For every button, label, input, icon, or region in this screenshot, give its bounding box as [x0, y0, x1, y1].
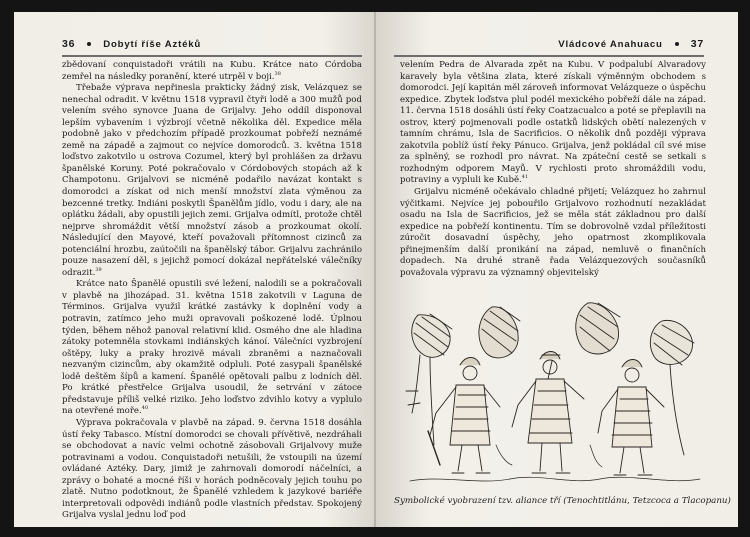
left-page-number: 36	[62, 38, 76, 50]
center-right-plume	[576, 303, 620, 354]
right-page	[376, 12, 738, 527]
right-page-header	[404, 36, 704, 52]
header-bullet-icon	[675, 42, 679, 46]
left-header-rule	[62, 55, 362, 57]
illustration-caption: Symbolické vyobrazení tzv. aliance tří (Tenochtitlánu, Tetzcoca a Tlacopanu)	[394, 496, 731, 506]
paragraph-text: Krátce nato Španělé opustili své ležení, nalodili se a pokračovali v plavbě na jihozápad. 31. května 1518 zakotvili v Laguna de Términos. Grijalva využil krátké zastávky k doplnění vody a potravin, zatímco jeho muži opravovali poškozené lodě. Úplnou týden, během něhož panoval relativní klid. Osmého dne ale hladina zátoky potemněla stovkami indiánských kánoí. Válečníci vyzbrojení oštěpy, luky a praky hrozivě mávali zbraněmi a naznačovali nezvaným cizincům, aby okamžitě odpluli. Poté zasypali španělské lodě deštěm šípů a kamení. Španělé opětovali palbu z lodních děl. Po krátké přestřelce Grijalva usoudil, že setrvání v zátoce představuje příliš velké riziko. Jeho loďstvo zdvihlo kotvy a vyplulo na otevřené moře.	[62, 279, 362, 417]
right-header-rule	[394, 55, 704, 57]
left-page-body	[62, 60, 362, 522]
paragraph-text: Třebaže výprava nepřinesla prakticky žádný zisk, Velázquez se nenechal odradit. V květnu 1518 vypravil čtyři lodě a 300 mužů pod velením svého synovce Juana de Grijalvy. Jeho oddíl disponoval lepším vybavením i výzbrojí včetně několika děl. Expedice měla podobně jako v předchozím případě prozkoumat pobřeží neznámé země na západě a zajmout co nejvíce domorodců. 3. května 1518 loďstvo zakotvilo u ostrova Cozumel, který byl prohlášen za državu španělské Koruny. Poté pokračovalo v Córdobových stopách až k Champotonu. Grijalvovi se nicméně podařilo navázat kontakt s domorodci a získat od nich menší množství zlata výměnou za bezcenné tretky. Indiáni poskytli Španělům jídlo, vodu i dary, ale na oplátku žádali, aby opustili jejich zemi. Grijalva odmítl, protože chtěl nejprve shromáždit větší množství zásob a prozkoumat okolí. Následující den Mayové, kteří považovali přítomnost cizinců za potenciální hrozbu, zaútočili na španělský tábor. Grijalvu zachránilo pouze nasazení děl, s jejichž pomocí dokázal nepřátelské válečníky odrazit.	[62, 83, 362, 278]
body-paragraph	[400, 187, 706, 279]
right-page-body	[400, 60, 706, 279]
ruler-figure-tenochtitlan	[428, 358, 500, 474]
header-bullet-icon	[87, 42, 91, 46]
right-running-title: Vládcové Anahuacu	[558, 38, 663, 50]
ruler-figure-tlacopan	[598, 360, 664, 476]
footnote-marker: 39	[95, 266, 102, 273]
body-paragraph	[62, 418, 362, 522]
body-paragraph	[62, 83, 362, 279]
ruler-figure-texcoco	[512, 352, 584, 474]
footnote-marker: 41	[521, 174, 529, 181]
left-page	[14, 12, 376, 527]
left-banner	[406, 314, 452, 445]
body-paragraph	[400, 60, 706, 187]
triple-alliance-illustration	[400, 295, 706, 491]
paragraph-text: zbědovaní conquistadoři vrátili na Kubu. Krátce nato Córdoba zemřel na následky poranění, které utrpěl v boji.	[62, 60, 362, 82]
left-running-title: Dobytí říše Aztéků	[103, 38, 202, 50]
right-banner	[650, 320, 694, 455]
body-paragraph	[62, 60, 362, 83]
center-left-plume	[479, 307, 520, 358]
paragraph-text: Výprava pokračovala v plavbě na západ. 9. června 1518 dosáhla ústí řeky Tabasco. Místní domorodci se chovali přívětivě, nezdráhali se obchodovat a navíc velmi ochotně zásobovali Grijalvovy muže potravinami a vodou. Conquistadoři netušili, že vstoupili na území ovládané Aztéky. Dary, jimiž je zahrnovali domorodí náčelníci, a zprávy o bohaté a mocné říši v horách podněcovaly jejich touhu po zlatě. Nutno podotknout, že Španělé vzhledem k jazykové bariéře interpretovali odpovědi indiánů podle vlastních představ. Spokojený Grijalva vyslal jednu loď pod	[62, 417, 362, 521]
illustration-svg	[400, 295, 706, 491]
right-page-number: 37	[690, 38, 704, 50]
paragraph-text: Grijalvu nicméně očekávalo chladné přijetí; Velázquez ho zahrnul výčitkami. Nejvíce jej pobouřilo Grijalvovo rozhodnutí nezakládat osadu na Isla de Sacrificios, jež se měla stát základnou pro další expedice na pobřeží kontinentu. Tím se dobrovolně vzdal příležitosti zúročit dosavadní úspěchy, jeho opatrnost zkomplikovala přinejmenším další pronikání na západ, nemluvě o finančních dopadech. Na druhé straně řada Velázquezových současníků považovala výpravu za významný objevitelský	[400, 187, 706, 278]
left-page-header	[62, 36, 362, 52]
footnote-marker: 38	[274, 70, 281, 77]
footnote-marker: 40	[141, 405, 149, 412]
paragraph-text: velením Pedra de Alvarada zpět na Kubu. V podpalubí Alvaradovy karavely byla většina zlata, které získali výměnným obchodem s domorodci. Její kapitán měl zároveň informovat Velázqueze o úspěchu expedice. Zbytek loďstva plul podél mexického pobřeží dále na západ. 11. června 1518 dosáhli ústí řeky Coatzacualco a poté se přeplavili na ostrov, který pojmenovali podle ostatků lidských obětí nalezených v tamním chrámu, Isla de Sacrificios. O několik dnů později výprava zakotvila poblíž ústí řeky Pánuco. Grijalva, jenž pokládal cíl své mise za splněný, se rozhodl pro návrat. Na zpáteční cestě se setkali s rozhodným odporem Mayů. V rychlosti proto shromáždili vodu, potraviny a vypluli ke Kubě.	[400, 60, 706, 186]
body-paragraph	[62, 279, 362, 418]
